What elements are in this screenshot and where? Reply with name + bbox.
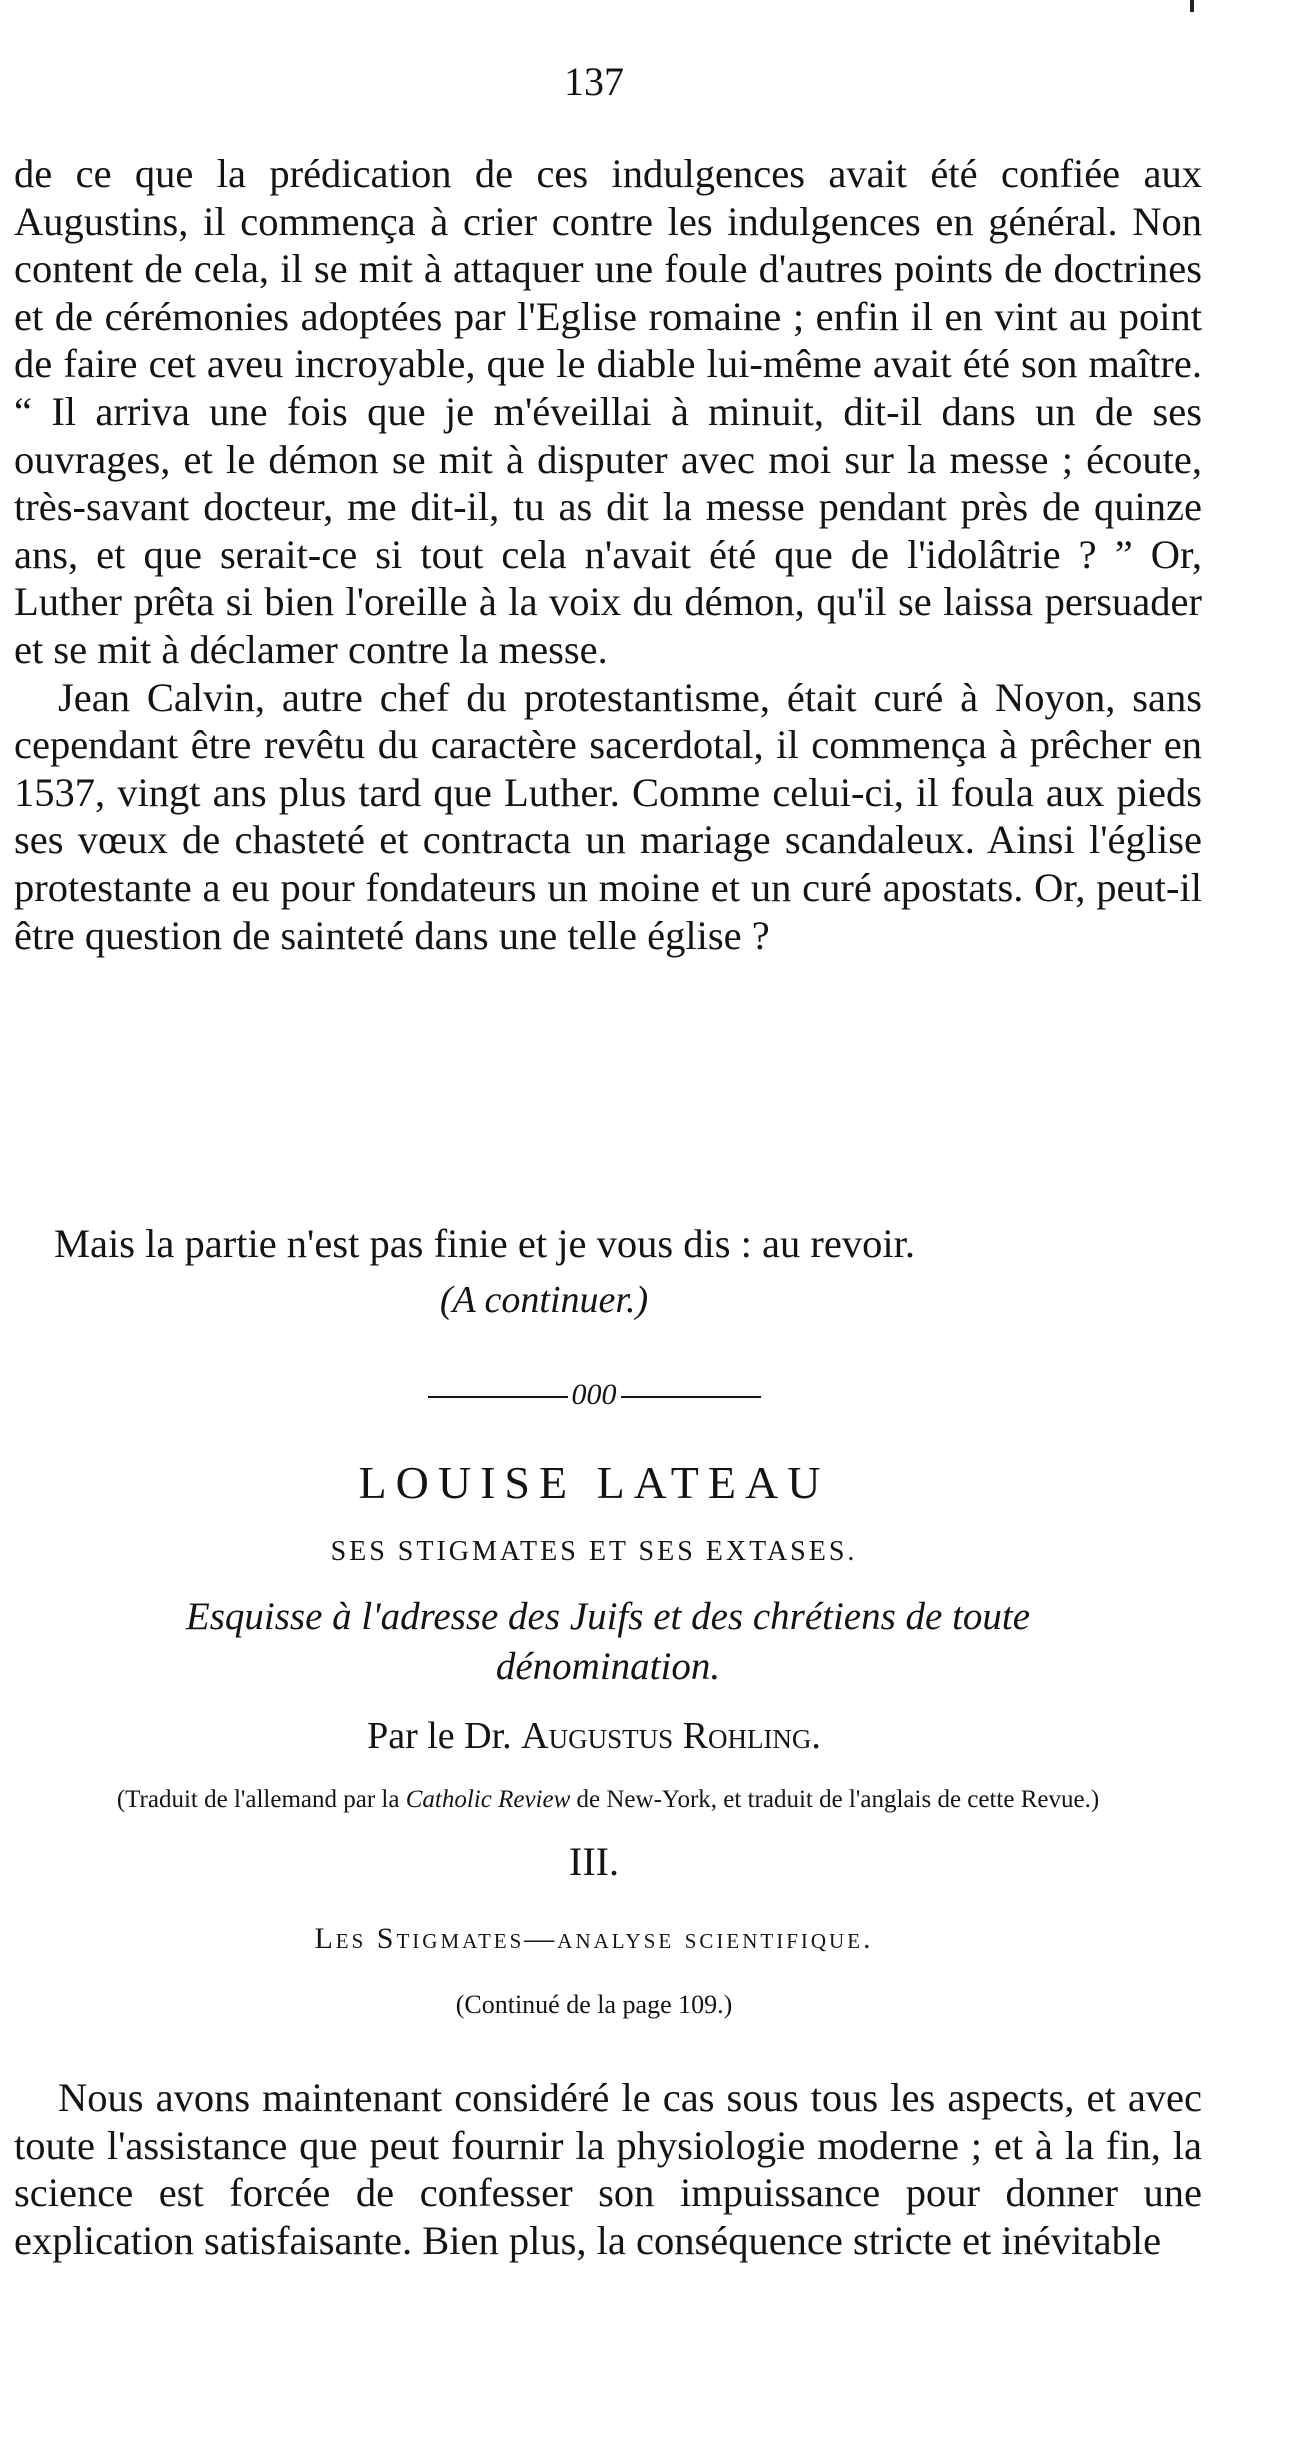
- margin-mark: [1190, 0, 1194, 12]
- to-be-continued: (A continuer.): [439, 1279, 649, 1321]
- article-subtitle: SES STIGMATES ET SES EXTASES.: [330, 1536, 858, 1567]
- divider-text: 000: [571, 1378, 617, 1411]
- section-number: III.: [569, 1839, 619, 1884]
- paragraph-calvin: Jean Calvin, autre chef du protestantisme, était curé à Noyon, sans cependant être revêtu du caractère sacerdotal, il commença à prêcher en 1537, vingt ans plus tard que Luther. Comme celui-ci, il foula aux pieds ses vœux de chasteté et contracta un mariage scandaleux. Ainsi l'église protestante a eu pour fondateurs un moine et un curé apostats. Or, peut-il être question de sainteté dans une telle église ?: [14, 674, 1202, 958]
- translation-note-part-1: (Traduit de l'allemand par la: [116, 1786, 400, 1813]
- sketch-line-1: Esquisse à l'adresse des Juifs et des chrétiens de toute: [185, 1595, 1031, 1638]
- author-name: Augustus Rohling.: [521, 1715, 821, 1757]
- article-body: Nous avons maintenant considéré le cas sous tous les aspects, et avec toute l'assistance que peut fournir la physiologie moderne ; et à la fin, la science est forcée de confesser son impuissance pour donner une explication satisfaisante. Bien plus, la conséquence stricte et inévitable: [14, 2075, 1202, 2263]
- paragraph-luther: de ce que la prédication de ces indulgences avait été confiée aux Augustins, il commença à crier contre les indulgences en général. Non content de cela, il se mit à attaquer une foule d'autres points de doctrines et de cérémonies adoptées par l'Eglise romaine ; enfin il en vint au point de faire cet aveu incroyable, que le diable lui-même avait été son maître. “ Il arriva une fois que je m'éveillai à minuit, dit-il dans un de ses ouvrages, et le démon se mit à disputer avec moi sur la messe ; écoute, très-savant docteur, me dit-il, tu as dit la messe pendant près de quinze ans, et que serait-ce si tout cela n'avait été que de l'idolâtrie ? ” Or, Luther prêta si bien l'oreille à la voix du démon, qu'il se laissa persuader et se mit à déclamer contre la messe.: [14, 151, 1202, 672]
- divider-rule-right: [621, 1396, 761, 1398]
- continued-from-note: (Continué de la page 109.): [455, 1990, 733, 2019]
- author-prefix: Par le Dr.: [367, 1715, 512, 1757]
- divider-rule-left: [428, 1396, 568, 1398]
- article-sketch-line: [14, 1592, 1202, 1692]
- section-divider: [14, 1378, 1174, 1412]
- translation-note-part-2: de New-York, et traduit de l'anglais de cette Revue.): [576, 1786, 1100, 1813]
- closing-line: Mais la partie n'est pas finie et je vous dis : au revoir.: [54, 1221, 915, 1266]
- article-title: LOUISE LATEAU: [358, 1457, 830, 1508]
- section-title: Les Stigmates—analyse scientifique.: [314, 1922, 874, 1955]
- sketch-line-2: dénomination.: [495, 1645, 721, 1688]
- translation-journal: Catholic Review: [405, 1786, 571, 1813]
- article-author: [14, 1714, 1174, 1758]
- page-number: 137: [564, 59, 624, 104]
- article-continuation: [14, 150, 1202, 959]
- translation-note: [14, 1784, 1202, 1815]
